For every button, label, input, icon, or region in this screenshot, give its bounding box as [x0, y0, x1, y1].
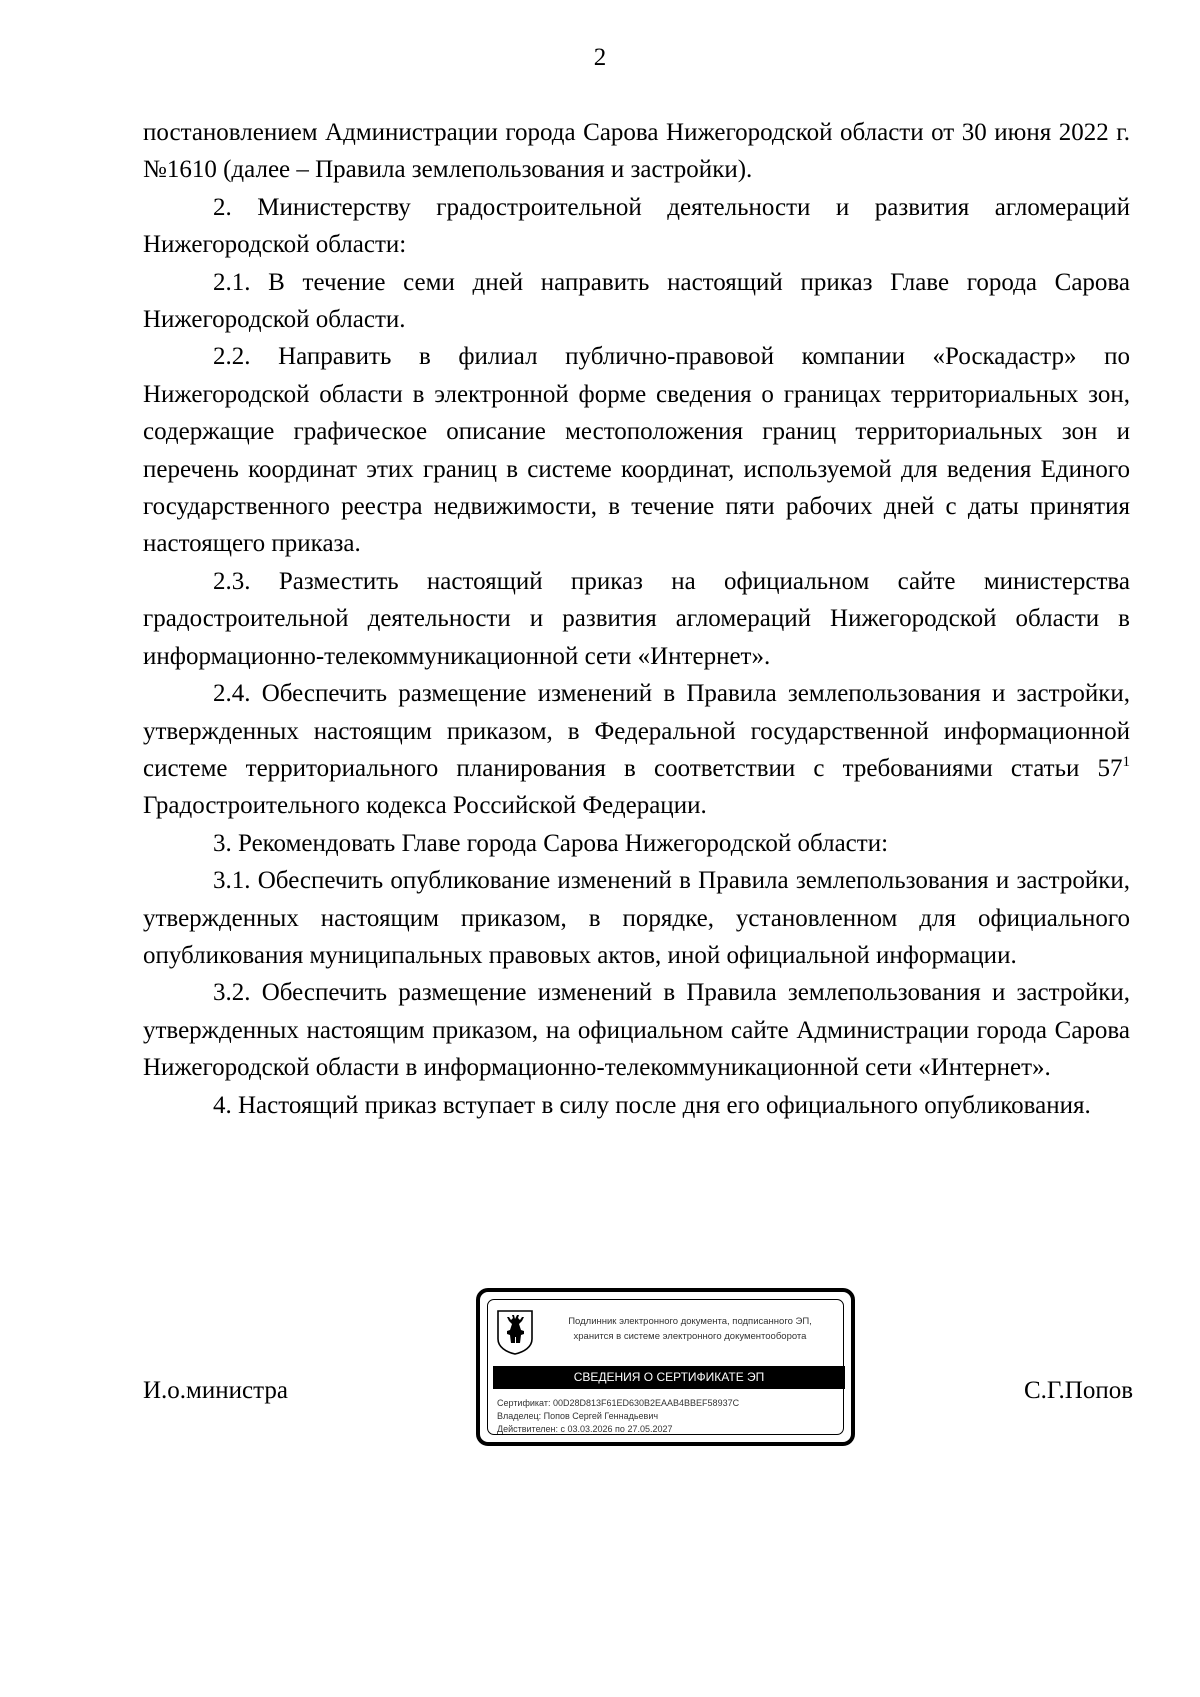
paragraph-text: 3. Рекомендовать Главе города Сарова Нижегородской области: — [213, 829, 889, 857]
stamp-notice — [540, 1314, 840, 1344]
electronic-signature-stamp — [476, 1288, 855, 1446]
signatory-position: И.о.министра — [143, 1377, 288, 1404]
paragraph-text: 3.2. Обеспечить размещение изменений в Правила землепользования и застройки, утвержденных настоящим приказом, на официальном сайте Администрации города Сарова Нижегородской области в информационно-телекоммуникационной сети «Интернет». — [143, 979, 1130, 1082]
certificate-validity: Действителен: с 03.03.2026 по 27.05.2027 — [497, 1424, 673, 1434]
paragraph-text: 2.1. В течение семи дней направить настоящий приказ Главе города Сарова Нижегородской области. — [143, 268, 1130, 334]
body-paragraph — [143, 1087, 1130, 1124]
page-number: 2 — [593, 44, 607, 71]
stamp-header: СВЕДЕНИЯ О СЕРТИФИКАТЕ ЭП — [493, 1366, 845, 1389]
body-paragraph — [143, 189, 1130, 264]
paragraph-text: постановлением Администрации города Сарова Нижегородской области от 30 июня 2022 г. №1610 (далее – Правила землепользования и застройки). — [143, 119, 1130, 184]
document-body — [143, 114, 1130, 1124]
paragraph-text-continued: Градостроительного кодекса Российской Федерации. — [143, 792, 707, 820]
stamp-certificate-details — [497, 1397, 739, 1436]
paragraph-text: 3.1. Обеспечить опубликование изменений в Правила землепользования и застройки, утвержденных настоящим приказом, в порядке, установленном для официального опубликования муниципальных правовых актов, иной официальной информации. — [143, 867, 1130, 969]
paragraph-text: 2. Министерству градостроительной деятельности и развития агломераций Нижегородской области: — [143, 193, 1130, 259]
paragraph-text: 2.4. Обеспечить размещение изменений в Правила землепользования и застройки, утвержденных настоящим приказом, в Федеральной государственной информационной системе территориального планирования в соответствии с требованиями статьи 57 — [143, 680, 1130, 782]
body-paragraph — [143, 675, 1130, 825]
signatory-name: С.Г.Попов — [1023, 1377, 1133, 1404]
stamp-notice-line: хранится в системе электронного документооборота — [573, 1331, 807, 1342]
paragraph-text: 2.2. Направить в филиал публично-правовой компании «Роскадастр» по Нижегородской области в электронной форме сведения о границах территориальных зон, содержащие графическое описание местоположения границ территориальных зон и перечень координат этих границ в системе координат, используемой для ведения Единого государственного реестра недвижимости, в течение пяти рабочих дней с даты принятия настоящего приказа. — [143, 343, 1130, 558]
body-paragraph — [143, 563, 1130, 675]
certificate-owner: Владелец: Попов Сергей Геннадьевич — [497, 1411, 659, 1421]
body-paragraph — [143, 264, 1130, 339]
superscript: 1 — [1122, 753, 1130, 770]
body-paragraph — [143, 862, 1130, 974]
certificate-number: Сертификат: 00D28D813F61ED630B2EAAB4BBEF58937C — [497, 1398, 740, 1408]
body-paragraph — [143, 338, 1130, 562]
deer-emblem-icon — [496, 1309, 534, 1355]
body-paragraph — [143, 114, 1130, 189]
paragraph-text: 2.3. Разместить настоящий приказ на официальном сайте министерства градостроительной деятельности и развития агломераций Нижегородской области в информационно-телекоммуникационной сети «Интернет». — [143, 567, 1130, 670]
body-paragraph — [143, 974, 1130, 1086]
body-paragraph — [143, 825, 1130, 862]
stamp-notice-line: Подлинник электронного документа, подписанного ЭП, — [568, 1316, 812, 1327]
paragraph-text: 4. Настоящий приказ вступает в силу после дня его официального опубликования. — [213, 1091, 1091, 1119]
